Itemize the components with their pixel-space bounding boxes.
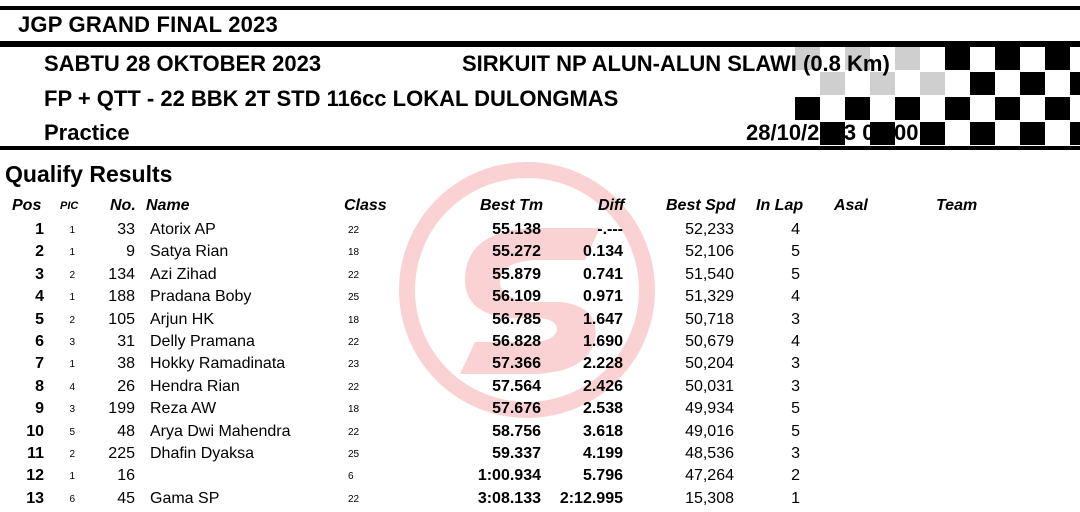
cell-in-lap: 3 bbox=[791, 355, 800, 373]
cell-pos: 12 bbox=[26, 467, 44, 485]
cell-pos: 2 bbox=[35, 243, 44, 261]
cell-name: Dhafin Dyaksa bbox=[150, 445, 255, 462]
cell-in-lap: 2 bbox=[791, 467, 800, 485]
cell-pic: 3 bbox=[69, 404, 75, 416]
cell-name: Delly Pramana bbox=[150, 333, 255, 350]
cell-best-tm: 57.366 bbox=[492, 355, 541, 373]
cell-pos: 1 bbox=[35, 221, 44, 238]
cell-no: 33 bbox=[117, 221, 135, 238]
session-datetime: 28/10/2023 09:00 bbox=[746, 120, 919, 145]
cell-best-tm: 1:00.934 bbox=[477, 467, 541, 485]
cell-pos: 4 bbox=[35, 288, 44, 306]
session-class: FP + QTT - 22 BBK 2T STD 116cc LOKAL DULONGMAS bbox=[44, 86, 619, 111]
cell-class: 22 bbox=[348, 269, 360, 281]
cell-best-spd: 49,016 bbox=[685, 422, 734, 440]
cell-diff: 2.228 bbox=[582, 355, 623, 373]
cell-pic: 2 bbox=[69, 314, 75, 326]
col-header-asal: Asal bbox=[834, 197, 868, 214]
cell-in-lap: 4 bbox=[791, 288, 800, 306]
cell-pic: 1 bbox=[69, 292, 75, 304]
cell-no: 48 bbox=[117, 422, 135, 440]
cell-best-tm: 55.138 bbox=[492, 221, 541, 238]
cell-pos: 3 bbox=[35, 265, 44, 283]
cell-diff: 3.618 bbox=[582, 422, 623, 440]
col-header-pos: Pos bbox=[12, 197, 42, 214]
event-date: SABTU 28 OKTOBER 2023 bbox=[44, 51, 322, 76]
cell-name: Hendra Rian bbox=[150, 377, 240, 395]
cell-best-tm: 56.109 bbox=[492, 288, 541, 306]
cell-pic: 6 bbox=[69, 493, 75, 505]
cell-in-lap: 5 bbox=[791, 422, 800, 440]
cell-best-tm: 56.785 bbox=[492, 310, 541, 328]
cell-diff: 5.796 bbox=[582, 467, 623, 485]
cell-pic: 2 bbox=[69, 449, 75, 460]
cell-name: Reza AW bbox=[150, 400, 217, 418]
cell-class: 18 bbox=[348, 247, 360, 259]
cell-diff: 4.199 bbox=[582, 445, 623, 462]
cell-best-spd: 51,540 bbox=[685, 265, 734, 283]
col-header-in-lap: In Lap bbox=[756, 197, 804, 214]
cell-best-spd: 50,718 bbox=[685, 310, 734, 328]
col-header-name: Name bbox=[146, 197, 190, 214]
cell-name: Satya Rian bbox=[150, 243, 229, 261]
cell-class: 25 bbox=[348, 449, 360, 460]
cell-best-tm: 57.676 bbox=[492, 400, 541, 418]
cell-best-spd: 15,308 bbox=[685, 489, 734, 507]
cell-diff: 1.647 bbox=[582, 310, 623, 328]
cell-name: Hokky Ramadinata bbox=[150, 355, 286, 373]
cell-name: Gama SP bbox=[150, 489, 220, 507]
cell-class: 18 bbox=[348, 314, 360, 326]
cell-best-spd: 47,264 bbox=[685, 467, 734, 485]
event-title: JGP GRAND FINAL 2023 bbox=[18, 12, 278, 37]
cell-name: Azi Zihad bbox=[150, 265, 217, 283]
table-row bbox=[0, 488, 1080, 510]
cell-pic: 5 bbox=[69, 426, 75, 438]
cell-no: 38 bbox=[117, 355, 135, 373]
cell-best-spd: 52,106 bbox=[685, 243, 734, 261]
cell-pic: 1 bbox=[69, 225, 75, 236]
cell-diff: 2:12.995 bbox=[559, 489, 623, 507]
cell-diff: 1.690 bbox=[582, 333, 623, 350]
cell-in-lap: 3 bbox=[791, 377, 800, 395]
cell-pos: 8 bbox=[35, 377, 44, 395]
cell-no: 31 bbox=[117, 333, 135, 350]
cell-pic: 1 bbox=[69, 359, 75, 371]
table-row bbox=[0, 443, 1080, 465]
section-title: Qualify Results bbox=[5, 161, 173, 187]
cell-best-tm: 59.337 bbox=[492, 445, 541, 462]
cell-pic: 4 bbox=[69, 381, 75, 393]
cell-best-tm: 58.756 bbox=[492, 422, 541, 440]
top-rule bbox=[0, 6, 1080, 10]
cell-pic: 3 bbox=[69, 337, 75, 348]
cell-best-tm: 57.564 bbox=[492, 377, 541, 395]
cell-best-tm: 3:08.133 bbox=[477, 489, 541, 507]
cell-pos: 7 bbox=[35, 355, 44, 373]
cell-no: 134 bbox=[108, 265, 135, 283]
cell-class: 6 bbox=[348, 471, 354, 483]
cell-diff: 0.971 bbox=[582, 288, 623, 306]
cell-in-lap: 4 bbox=[791, 333, 800, 350]
cell-pos: 11 bbox=[27, 445, 44, 462]
cell-pos: 9 bbox=[35, 400, 44, 418]
cell-pos: 5 bbox=[35, 310, 44, 328]
circuit-name: SIRKUIT NP ALUN-ALUN SLAWI (0.8 Km) bbox=[462, 51, 890, 76]
cell-pic: 2 bbox=[69, 269, 75, 281]
cell-in-lap: 1 bbox=[791, 489, 800, 507]
cell-diff: -.--- bbox=[597, 221, 623, 238]
cell-diff: 2.426 bbox=[582, 377, 623, 395]
cell-best-spd: 49,934 bbox=[685, 400, 734, 418]
cell-best-spd: 50,031 bbox=[685, 377, 734, 395]
cell-no: 199 bbox=[108, 400, 135, 418]
cell-class: 22 bbox=[348, 225, 360, 236]
cell-pos: 13 bbox=[26, 489, 44, 507]
cell-class: 18 bbox=[348, 404, 360, 416]
cell-name: Arya Dwi Mahendra bbox=[150, 422, 291, 440]
cell-best-spd: 52,233 bbox=[685, 221, 734, 238]
cell-name: Arjun HK bbox=[150, 310, 215, 328]
col-header-no: No. bbox=[110, 197, 136, 214]
table-row bbox=[0, 421, 1080, 443]
cell-no: 45 bbox=[117, 489, 135, 507]
cell-best-spd: 50,204 bbox=[685, 355, 734, 373]
session-type: Practice bbox=[44, 120, 130, 145]
cell-no: 16 bbox=[117, 467, 135, 485]
cell-no: 225 bbox=[108, 445, 135, 462]
cell-no: 9 bbox=[126, 243, 135, 261]
col-header-best-spd: Best Spd bbox=[666, 197, 736, 214]
cell-no: 26 bbox=[117, 377, 135, 395]
cell-best-tm: 56.828 bbox=[492, 333, 541, 350]
cell-pic: 1 bbox=[69, 471, 75, 483]
header-bottom-rule bbox=[0, 146, 1080, 150]
cell-diff: 0.134 bbox=[582, 243, 623, 261]
table-row bbox=[0, 219, 1080, 241]
cell-no: 105 bbox=[108, 310, 135, 328]
cell-diff: 0.741 bbox=[582, 265, 623, 283]
cell-in-lap: 3 bbox=[791, 445, 800, 462]
col-header-class: Class bbox=[344, 197, 387, 214]
cell-pic: 1 bbox=[69, 247, 75, 259]
cell-in-lap: 5 bbox=[791, 400, 800, 418]
col-header-diff: Diff bbox=[598, 197, 625, 214]
cell-name: Pradana Boby bbox=[150, 288, 252, 306]
cell-name: Atorix AP bbox=[150, 221, 216, 238]
cell-class: 22 bbox=[348, 337, 360, 348]
cell-class: 25 bbox=[348, 292, 360, 304]
cell-in-lap: 5 bbox=[791, 265, 800, 283]
table-row bbox=[0, 331, 1080, 353]
cell-class: 22 bbox=[348, 493, 360, 505]
table-row bbox=[0, 309, 1080, 331]
cell-class: 22 bbox=[348, 381, 360, 393]
cell-best-spd: 48,536 bbox=[685, 445, 734, 462]
table-row bbox=[0, 465, 1080, 487]
cell-pos: 10 bbox=[26, 422, 44, 440]
table-row bbox=[0, 353, 1080, 375]
cell-best-spd: 50,679 bbox=[685, 333, 734, 350]
cell-in-lap: 4 bbox=[791, 221, 800, 238]
cell-no: 188 bbox=[108, 288, 135, 306]
cell-class: 22 bbox=[348, 426, 360, 438]
table-row bbox=[0, 376, 1080, 398]
table-row bbox=[0, 264, 1080, 286]
cell-pos: 6 bbox=[35, 333, 44, 350]
cell-best-tm: 55.272 bbox=[492, 243, 541, 261]
cell-in-lap: 3 bbox=[791, 310, 800, 328]
cell-diff: 2.538 bbox=[582, 400, 623, 418]
table-row bbox=[0, 398, 1080, 420]
cell-best-tm: 55.879 bbox=[492, 265, 541, 283]
cell-class: 23 bbox=[348, 359, 360, 371]
cell-in-lap: 5 bbox=[791, 243, 800, 261]
col-header-pic: PIC bbox=[60, 200, 79, 212]
table-row bbox=[0, 241, 1080, 263]
table-row bbox=[0, 286, 1080, 308]
col-header-best-tm: Best Tm bbox=[480, 197, 544, 214]
col-header-team: Team bbox=[936, 197, 978, 214]
cell-best-spd: 51,329 bbox=[685, 288, 734, 306]
